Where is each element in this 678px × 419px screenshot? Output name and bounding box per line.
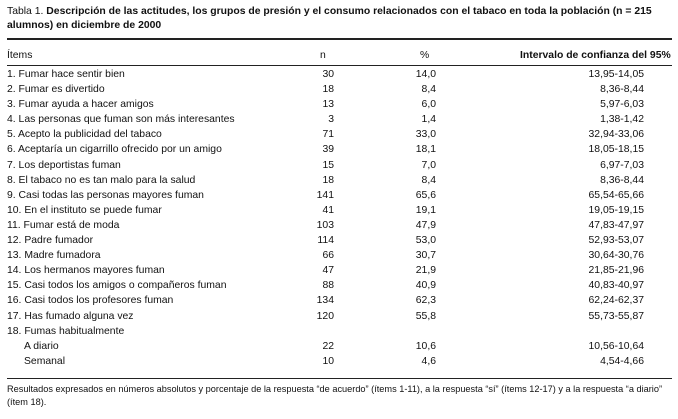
table-row — [7, 203, 672, 218]
row-item-label: 3. Fumar ayuda a hacer amigos — [7, 99, 154, 111]
header-items: Ítems — [7, 50, 33, 61]
table-row — [7, 173, 672, 188]
row-confidence-interval: 4,54-4,66 — [600, 355, 644, 367]
row-n-value: 3 — [328, 114, 334, 126]
row-n-value: 103 — [316, 219, 334, 231]
row-n-value: 71 — [322, 129, 334, 141]
table-row — [7, 233, 672, 248]
row-n-value: 141 — [316, 189, 334, 201]
row-confidence-interval: 13,95-14,05 — [588, 69, 644, 80]
row-percent-value: 65,6 — [415, 189, 436, 201]
row-item-label: 5. Acepto la publicidad del tabaco — [7, 129, 162, 141]
table-header — [7, 50, 672, 64]
table-row — [7, 354, 672, 369]
row-item-label: 1. Fumar hace sentir bien — [7, 69, 125, 80]
table-row — [7, 67, 672, 82]
row-confidence-interval: 55,73-55,87 — [588, 310, 644, 322]
row-item-label: 13. Madre fumadora — [7, 250, 101, 262]
table-row — [7, 339, 672, 354]
row-percent-value: 14,0 — [415, 69, 436, 80]
table-row — [7, 293, 672, 308]
row-n-value: 13 — [322, 99, 334, 111]
table-body — [7, 67, 672, 369]
table-row — [7, 324, 672, 339]
table-row — [7, 158, 672, 173]
row-n-value: 22 — [322, 340, 334, 352]
table-row — [7, 142, 672, 157]
table-caption — [7, 5, 671, 32]
caption-label: Tabla 1. — [7, 6, 44, 17]
row-confidence-interval: 5,97-6,03 — [600, 99, 644, 111]
row-confidence-interval: 8,36-8,44 — [600, 174, 644, 186]
row-n-value: 15 — [322, 159, 334, 171]
row-confidence-interval: 52,93-53,07 — [588, 235, 644, 247]
row-confidence-interval: 18,05-18,15 — [588, 144, 644, 156]
row-n-value: 18 — [322, 84, 334, 96]
row-percent-value: 1,4 — [421, 114, 436, 126]
row-percent-value: 47,9 — [415, 219, 436, 231]
table-row — [7, 188, 672, 203]
row-item-label: 18. Fumas habitualmente — [7, 325, 125, 337]
table-footnote: Resultados expresados en números absolutos y porcentaje de la respuesta “de acuerdo” (ítems 1-11), a la respuesta “sí” (ítems 12-17) y a la respuesta “a diario” (ítem 18). — [7, 384, 663, 407]
row-percent-value: 8,4 — [421, 174, 436, 186]
row-confidence-interval: 8,36-8,44 — [600, 84, 644, 96]
row-n-value: 88 — [322, 280, 334, 292]
row-n-value: 66 — [322, 250, 334, 262]
row-percent-value: 10,6 — [415, 340, 436, 352]
header-percent: % — [420, 50, 430, 61]
row-n-value: 10 — [322, 355, 334, 367]
row-item-label: 7. Los deportistas fuman — [7, 159, 121, 171]
row-item-label: 16. Casi todos los profesores fuman — [7, 295, 174, 307]
row-n-value: 114 — [317, 235, 334, 247]
row-confidence-interval: 21,85-21,96 — [588, 265, 644, 277]
row-item-label: 17. Has fumado alguna vez — [7, 310, 134, 322]
header-rule — [7, 65, 672, 66]
row-confidence-interval: 47,83-47,97 — [588, 219, 644, 231]
table-row — [7, 127, 672, 142]
row-percent-value: 18,1 — [415, 144, 436, 156]
row-item-label: 14. Los hermanos mayores fuman — [7, 265, 165, 277]
row-n-value: 39 — [322, 144, 334, 156]
row-confidence-interval: 1,38-1,42 — [600, 114, 644, 126]
row-percent-value: 40,9 — [415, 280, 436, 292]
row-confidence-interval: 19,05-19,15 — [588, 204, 644, 216]
row-confidence-interval: 10,56-10,64 — [588, 340, 644, 352]
row-percent-value: 62,3 — [415, 295, 436, 307]
row-n-value: 30 — [322, 69, 334, 80]
row-confidence-interval: 40,83-40,97 — [588, 280, 644, 292]
row-percent-value: 4,6 — [421, 355, 436, 367]
row-item-label: 10. En el instituto se puede fumar — [7, 204, 162, 216]
table-row — [7, 218, 672, 233]
row-n-value: 41 — [322, 204, 334, 216]
table-row — [7, 97, 672, 112]
row-percent-value: 6,0 — [421, 99, 436, 111]
table-row — [7, 112, 672, 127]
row-item-label: 4. Las personas que fuman son más interesantes — [7, 114, 235, 126]
row-item-label: 15. Casi todos los amigos o compañeros fuman — [7, 280, 227, 292]
header-confidence-interval: Intervalo de confianza del 95% — [520, 50, 671, 61]
header-n: n — [320, 50, 326, 61]
table-row — [7, 278, 672, 293]
row-n-value: 18 — [322, 174, 334, 186]
table-row — [7, 263, 672, 278]
row-item-label: 12. Padre fumador — [7, 235, 94, 247]
bottom-rule — [7, 378, 672, 379]
table-row — [7, 248, 672, 263]
top-rule — [7, 38, 672, 40]
row-confidence-interval: 65,54-65,66 — [588, 189, 644, 201]
row-percent-value: 21,9 — [415, 265, 436, 277]
row-item-label: 2. Fumar es divertido — [7, 84, 105, 96]
row-n-value: 134 — [316, 295, 334, 307]
row-item-label: 6. Aceptaría un cigarrillo ofrecido por un amigo — [7, 144, 222, 156]
row-percent-value: 53,0 — [415, 235, 436, 247]
row-confidence-interval: 32,94-33,06 — [588, 129, 644, 141]
row-n-value: 47 — [322, 265, 334, 277]
row-percent-value: 7,0 — [421, 159, 436, 171]
row-n-value: 120 — [316, 310, 334, 322]
row-item-label: 8. El tabaco no es tan malo para la salud — [7, 174, 196, 186]
row-percent-value: 30,7 — [415, 250, 436, 262]
row-confidence-interval: 62,24-62,37 — [588, 295, 644, 307]
row-percent-value: 8,4 — [421, 84, 436, 96]
table-row — [7, 309, 672, 324]
row-item-label: 11. Fumar está de moda — [7, 219, 120, 231]
row-percent-value: 33,0 — [415, 129, 436, 141]
table-row — [7, 82, 672, 97]
row-percent-value: 55,8 — [415, 310, 436, 322]
row-item-label: 9. Casi todas las personas mayores fuman — [7, 189, 204, 201]
row-confidence-interval: 6,97-7,03 — [600, 159, 644, 171]
row-percent-value: 19,1 — [415, 204, 436, 216]
caption-text: Descripción de las actitudes, los grupos de presión y el consumo relacionados con el tabaco en toda la población (n = 215 alumnos) en diciembre de 2000 — [7, 6, 652, 31]
row-item-label: A diario — [24, 340, 59, 352]
row-item-label: Semanal — [24, 355, 66, 367]
row-confidence-interval: 30,64-30,76 — [588, 250, 644, 262]
